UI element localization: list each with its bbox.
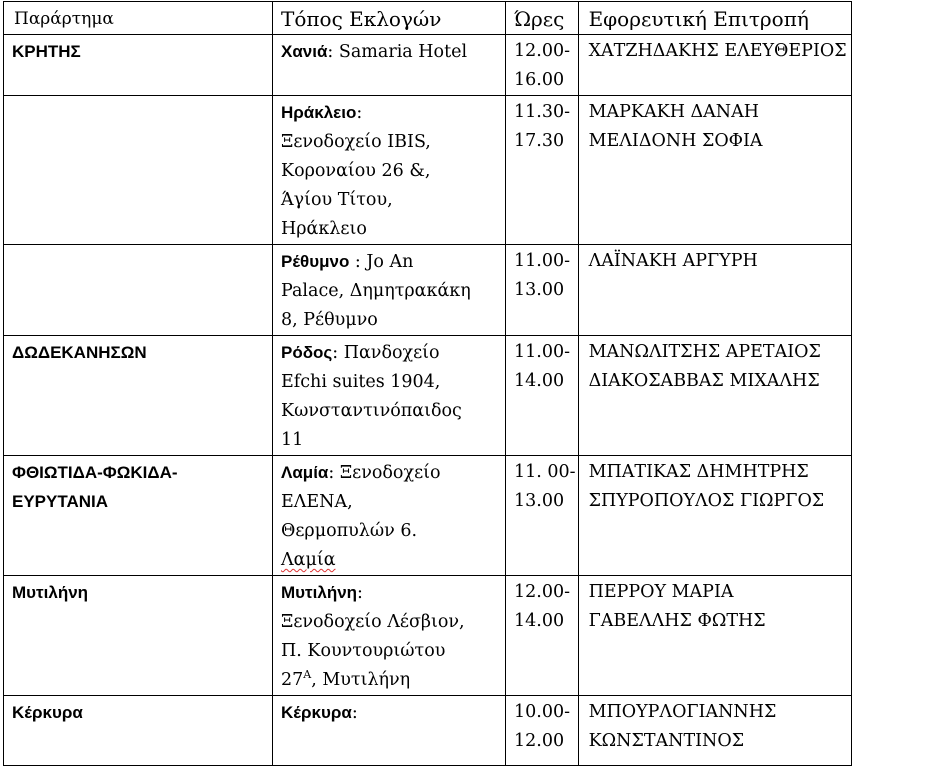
- committee-member: ΚΩΝΣΤΑΝΤΙΝΟΣ: [588, 731, 745, 751]
- committee-member: ΜΑΝΩΛΙΤΣΗΣ ΑΡΕΤΑΙΟΣ: [588, 342, 821, 362]
- location-text: Λαμία: [281, 550, 336, 570]
- hours-cell: [506, 576, 579, 696]
- hours-start: 11.00-: [514, 342, 571, 362]
- hours-cell: [506, 96, 579, 245]
- location-text: Ξενοδοχείο Λέσβιον,: [281, 612, 465, 632]
- branch-cell: [4, 96, 273, 245]
- hours-cell: [506, 336, 579, 456]
- table-row: [4, 96, 852, 245]
- location-text: :: [356, 103, 363, 123]
- hours-end: 17.30: [514, 131, 565, 151]
- hours-start: 12.00-: [514, 41, 571, 61]
- header-row: [4, 2, 852, 35]
- branch-cell: Κέρκυρα: [4, 696, 273, 766]
- location-text: 8, Ρέθυμνο: [281, 310, 378, 330]
- committee-member: ΜΑΡΚΑΚΗ ΔΑΝΑΗ: [588, 102, 760, 122]
- location-text: Άγίου Τίτου,: [281, 190, 393, 210]
- hours-start: 11. 00-: [514, 462, 576, 482]
- hours-start: 12.00-: [514, 582, 571, 602]
- branch-name: ΕΥΡΥΤΑΝΙΑ: [12, 492, 109, 511]
- location-text: : Samaria Hotel: [327, 42, 468, 62]
- branch-cell: ΔΩΔΕΚΑΝΗΣΩΝ: [4, 336, 273, 456]
- hours-end: 16.00: [514, 70, 565, 90]
- location-text: :: [357, 583, 363, 603]
- header-hours: Ώρες: [506, 2, 579, 35]
- location-cell: [273, 245, 506, 336]
- committee-member: ΠΕΡΡΟΥ ΜΑΡΙΑ: [588, 582, 734, 602]
- location-city: Ηράκλειο: [281, 103, 357, 122]
- hours-start: 10.00-: [514, 702, 571, 722]
- hours-cell: [506, 35, 579, 96]
- location-text: Efchi suites 1904,: [281, 372, 441, 392]
- table-row: [4, 245, 852, 336]
- branch-name: ΦΘΙΩΤΙΔΑ-ΦΩΚΙΔΑ-: [12, 463, 178, 482]
- location-text: Ξενοδοχείο IBIS,: [281, 132, 431, 152]
- hours-cell: [506, 696, 579, 766]
- branch-cell: Μυτιλήνη: [4, 576, 273, 696]
- elections-table: [3, 1, 852, 766]
- location-city: Λαμία: [281, 463, 329, 482]
- location-city: Κέρκυρα: [281, 703, 352, 722]
- location-text: : Ξενοδοχείο: [328, 463, 441, 483]
- table-row: [4, 696, 852, 766]
- committee-member: ΓΑΒΕΛΛΗΣ ΦΩΤΗΣ: [588, 611, 766, 631]
- location-text: : Jo An: [349, 252, 414, 272]
- hours-start: 11.30-: [514, 102, 571, 122]
- hours-end: 14.00: [514, 611, 565, 631]
- location-city: Ρόδος: [281, 343, 333, 362]
- committee-cell: [578, 245, 851, 336]
- table-row: [4, 35, 852, 96]
- committee-cell: [578, 96, 851, 245]
- committee-member: ΜΕΛΙΔΟΝΗ ΣΟΦΙΑ: [588, 131, 763, 151]
- committee-cell: [578, 35, 851, 96]
- location-city: Μυτιλήνη: [281, 583, 358, 602]
- committee-cell: [578, 336, 851, 456]
- hours-cell: [506, 456, 579, 576]
- committee-cell: [578, 576, 851, 696]
- location-text: : Πανδοχείο: [332, 343, 440, 363]
- table-row: [4, 576, 852, 696]
- location-text: , Μυτιλήνη: [311, 670, 411, 690]
- location-text: 27: [281, 670, 304, 690]
- committee-member: ΜΠΟΥΡΛΟΓΙΑΝΝΗΣ: [588, 702, 777, 722]
- branch-cell: [4, 456, 273, 576]
- committee-member: ΛΑΪΝΑΚΗ ΑΡΓΥΡΗ: [588, 251, 758, 271]
- committee-member: ΜΠΑΤΙΚΑΣ ΔΗΜΗΤΡΗΣ: [588, 462, 809, 482]
- location-text: 11: [281, 430, 304, 450]
- committee-member: ΣΠΥΡΟΠΟΥΛΟΣ ΓΙΩΡΓΟΣ: [588, 491, 825, 511]
- location-cell: [273, 96, 506, 245]
- header-committee: Εφορευτική Επιτροπή: [578, 2, 851, 35]
- location-cell: [273, 696, 506, 766]
- table-row: [4, 336, 852, 456]
- location-text: Palace, Δημητρακάκη: [281, 281, 471, 301]
- location-text: Ηράκλειο: [281, 219, 367, 239]
- hours-cell: [506, 245, 579, 336]
- location-cell: [273, 456, 506, 576]
- committee-member: ΧΑΤΖΗΔΑΚΗΣ ΕΛΕΥΘΕΡΙΟΣ: [588, 41, 847, 61]
- hours-end: 12.00: [514, 731, 565, 751]
- branch-cell: [4, 245, 273, 336]
- header-branch: Παράρτημα: [4, 2, 273, 35]
- location-text: Κοροναίου 26 &,: [281, 161, 431, 181]
- location-text: Π. Κουντουριώτου: [281, 641, 446, 661]
- location-city: Ρέθυμνο: [281, 252, 350, 271]
- hours-end: 13.00: [514, 280, 565, 300]
- location-text: Κωνσταντινόπαιδος: [281, 401, 462, 421]
- committee-member: ΔΙΑΚΟΣΑΒΒΑΣ ΜΙΧΑΛΗΣ: [588, 371, 820, 391]
- location-text: :: [351, 703, 358, 723]
- committee-cell: [578, 456, 851, 576]
- location-text: ΕΛΕΝΑ,: [281, 492, 353, 512]
- table-row: [4, 456, 852, 576]
- branch-cell: ΚΡΗΤΗΣ: [4, 35, 273, 96]
- address-superscript: Α: [303, 668, 312, 682]
- hours-start: 11.00-: [514, 251, 571, 271]
- location-city: Χανιά: [281, 42, 328, 61]
- header-location: Τόπος Εκλογών: [273, 2, 506, 35]
- location-cell: [273, 576, 506, 696]
- hours-end: 14.00: [514, 371, 565, 391]
- location-cell: [273, 336, 506, 456]
- hours-end: 13.00: [514, 491, 565, 511]
- committee-cell: [578, 696, 851, 766]
- location-cell: [273, 35, 506, 96]
- location-text: Θερμοπυλών 6.: [281, 521, 418, 541]
